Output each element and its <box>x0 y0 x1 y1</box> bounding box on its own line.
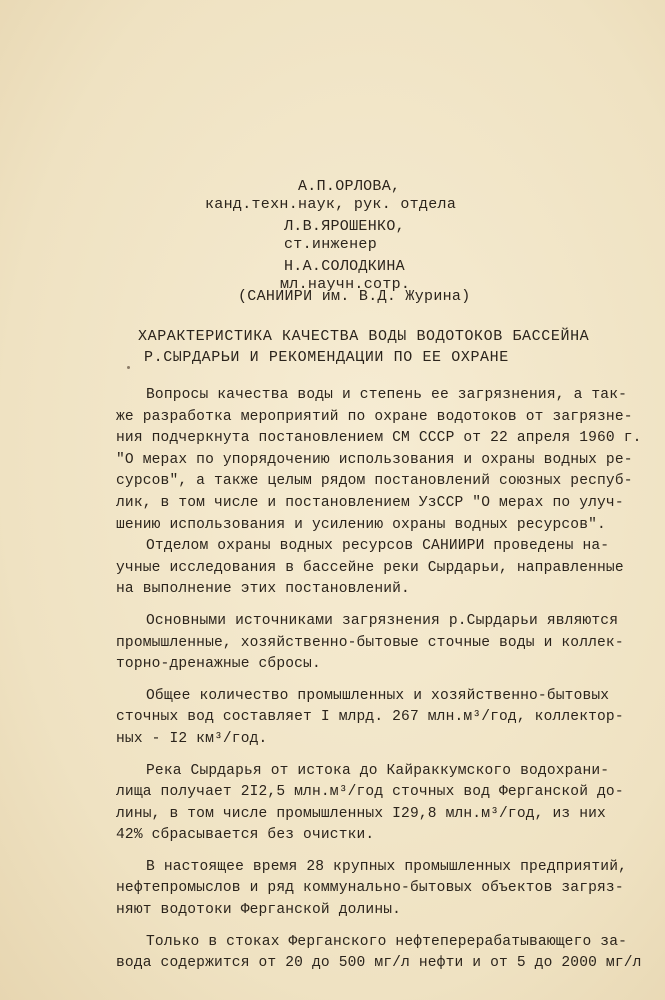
body-line: шению использования и усилению охраны водных ресурсов". <box>116 516 606 533</box>
body-line: Река Сырдарья от истока до Кайраккумского водохрани- <box>146 762 610 779</box>
author-name-2: Л.В.ЯРОШЕНКО, <box>284 218 405 235</box>
ink-mark <box>127 366 130 369</box>
body-line: же разработка мероприятий по охране водотоков от загрязне- <box>116 408 633 425</box>
body-line: В настоящее время 28 крупных промышленных предприятий, <box>146 858 628 875</box>
body-line: торно-дренажные сбросы. <box>116 656 321 673</box>
document-title <box>138 326 589 368</box>
author-title-2: ст.инженер <box>284 236 378 253</box>
body-line: Общее количество промышленных и хозяйственно-бытовых <box>146 687 610 704</box>
author-title-3: мл.научн.сотр. <box>280 276 411 293</box>
body-line: "О мерах по упорядочению использования и охраны водных ре- <box>116 451 633 468</box>
body-line: нефтепромыслов и ряд коммунально-бытовых объектов загряз- <box>116 880 624 897</box>
author-title-1: канд.техн.наук, рук. отдела <box>205 196 457 213</box>
body-line: ных - I2 км³/год. <box>116 730 268 747</box>
title-line-1: ХАРАКТЕРИСТИКА КАЧЕСТВА ВОДЫ ВОДОТОКОВ БАССЕЙНА <box>138 328 590 345</box>
body-line: лины, в том числе промышленных I29,8 млн.м³/год, из них <box>116 805 606 822</box>
body-line: Только в стоках Ферганского нефтеперерабатывающего за- <box>146 933 628 950</box>
body-line: вода содержится от 20 до 500 мг/л нефти и от 5 до 2000 мг/л <box>116 955 642 972</box>
body-line: учные исследования в бассейне реки Сырдарьи, направленные <box>116 559 624 576</box>
body-line: на выполнение этих постановлений. <box>116 581 410 598</box>
body-line: няют водотоки Ферганской долины. <box>116 902 402 919</box>
body-line: Отделом охраны водных ресурсов САНИИРИ проведены на- <box>146 538 610 555</box>
author-name-3: Н.А.СОЛОДКИНА <box>284 258 405 275</box>
body-line: сточных вод составляет I млрд. 267 млн.м³/год, коллектор- <box>116 709 624 726</box>
body-line: сурсов", а также целым рядом постановлений союзных респуб- <box>116 473 633 490</box>
body-line: Вопросы качества воды и степень ее загрязнения, а так- <box>146 387 628 403</box>
title-line-2: Р.СЫРДАРЬИ И РЕКОМЕНДАЦИИ ПО ЕЕ ОХРАНЕ <box>144 349 509 366</box>
body-line: Основными источниками загрязнения р.Сырдарьи являются <box>146 612 619 629</box>
body-line: лик, в том числе и постановлением УзССР "О мерах по улуч- <box>116 494 624 511</box>
author-name-1: А.П.ОРЛОВА, <box>298 178 401 195</box>
affiliation: (САНИИРИ им. В.Д. Журина) <box>238 288 471 305</box>
body-line: 42% сбрасывается без очистки. <box>116 827 375 844</box>
body-line: лища получает 2I2,5 млн.м³/год сточных вод Ферганской до- <box>116 784 624 801</box>
body-line: промышленные, хозяйственно-бытовые сточные воды и коллек- <box>116 634 624 651</box>
body-line: ния подчеркнута постановлением СМ СССР от 22 апреля 1960 г. <box>116 430 642 447</box>
body-text <box>116 385 642 975</box>
author-block <box>0 178 665 294</box>
